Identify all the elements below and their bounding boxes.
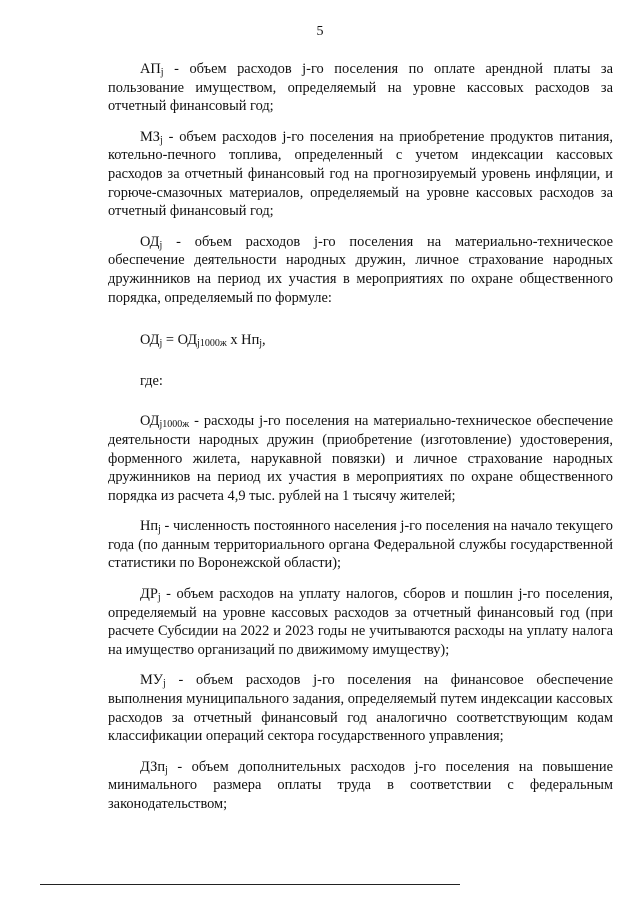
- formula-rest: х Нп: [226, 332, 260, 349]
- symbol-subscript: j: [165, 764, 168, 776]
- paragraph-text: - объем расходов на уплату налогов, сборов и пошлин j-го поселения, определяемый на уровне кассовых расходов за отчетный финансовый год (при расчете Субсидии на 2022 и 2023 годы не учитываются расходы на уплату налога на имущество организаций по движимому имуществу);: [108, 586, 613, 658]
- paragraph-text: - объем расходов j-го поселения на финансовое обеспечение выполнения муниципального задания, определяемый путем индексации кассовых расходов за отчетный финансовый год аналогично соответствующим кодам классификации операций сектора государственного управления;: [108, 672, 613, 745]
- document-body: [108, 60, 613, 826]
- symbol: МЗ: [140, 128, 161, 145]
- paragraph-mz: [108, 128, 613, 221]
- paragraph-dr: [108, 585, 613, 659]
- symbol: АП: [140, 61, 161, 77]
- paragraph-text: - объем расходов j-го поселения на приобретение продуктов питания, котельно-печного топлива, определенный с учетом индексации кассовых расходов за отчетный финансовый год на прогнозируемый уровень инфляции, и горюче-смазочных материалов, определяемый на уровне кассовых расходов за отчетный финансовый год;: [108, 128, 613, 220]
- paragraph-od1000: [108, 412, 613, 505]
- formula-eq: = ОД: [162, 332, 198, 349]
- paragraph-np: [108, 517, 613, 573]
- paragraph-text: - расходы j-го поселения на материально-техническое обеспечение деятельности народных дружин (приобретение (изготовление) удостоверения, форменного жилета, нарукавной повязки) и личное страхование народных дружинников на период их участия в мероприятиях по охране общественного порядка из расчета 4,9 тыс. рублей на 1 тысячу жителей;: [108, 413, 613, 504]
- paragraph-od: [108, 233, 613, 307]
- formula-rest-subscript: j: [259, 338, 263, 350]
- formula-lhs-subscript: j: [159, 338, 163, 350]
- paragraph-dzp: [108, 758, 613, 814]
- formula-tail: ,: [262, 332, 266, 349]
- symbol-subscript: j: [162, 678, 166, 690]
- page-number: 5: [316, 24, 324, 39]
- symbol-subscript: j: [159, 239, 163, 251]
- symbol: ДР: [140, 586, 158, 603]
- paragraph-text: - объем дополнительных расходов j-го поселения на повышение минимального размера оплаты труда в соответствии с федеральным законодательством;: [108, 758, 613, 812]
- paragraph-text: - численность постоянного населения j-го поселения на начало текущего года (по данным территориального органа Федеральной службы государственной статистики по Воронежской области);: [108, 518, 613, 572]
- symbol: ДЗп: [140, 758, 166, 775]
- paragraph-mu: [108, 671, 613, 745]
- symbol: ОД: [140, 413, 160, 430]
- symbol: ОД: [140, 233, 160, 250]
- paragraph-text: - объем расходов j-го поселения на материально-техническое обеспечение деятельности народных дружин, личное страхование народных дружинников на период их участия в мероприятиях по охране общественного порядка, определяемый по формуле:: [108, 233, 613, 306]
- footer-divider: [40, 884, 460, 885]
- symbol-subscript: j: [160, 67, 164, 78]
- symbol-subscript: j: [158, 524, 161, 536]
- formula: [108, 331, 613, 350]
- symbol-subscript: j: [160, 134, 163, 146]
- formula-rhs-subscript: j1000ж: [197, 338, 227, 350]
- where-label: где:: [140, 372, 163, 389]
- paragraph-text: - объем расходов j-го поселения по оплате арендной платы за пользование имуществом, определяемый на уровне кассовых расходов за отчетный финансовый год;: [108, 61, 613, 115]
- symbol: МУ: [140, 672, 163, 689]
- paragraph-ap: [108, 60, 613, 116]
- symbol: Нп: [140, 518, 159, 535]
- formula-lhs: ОД: [140, 332, 160, 349]
- symbol-subscript: j1000ж: [159, 419, 190, 431]
- symbol-subscript: j: [157, 592, 161, 604]
